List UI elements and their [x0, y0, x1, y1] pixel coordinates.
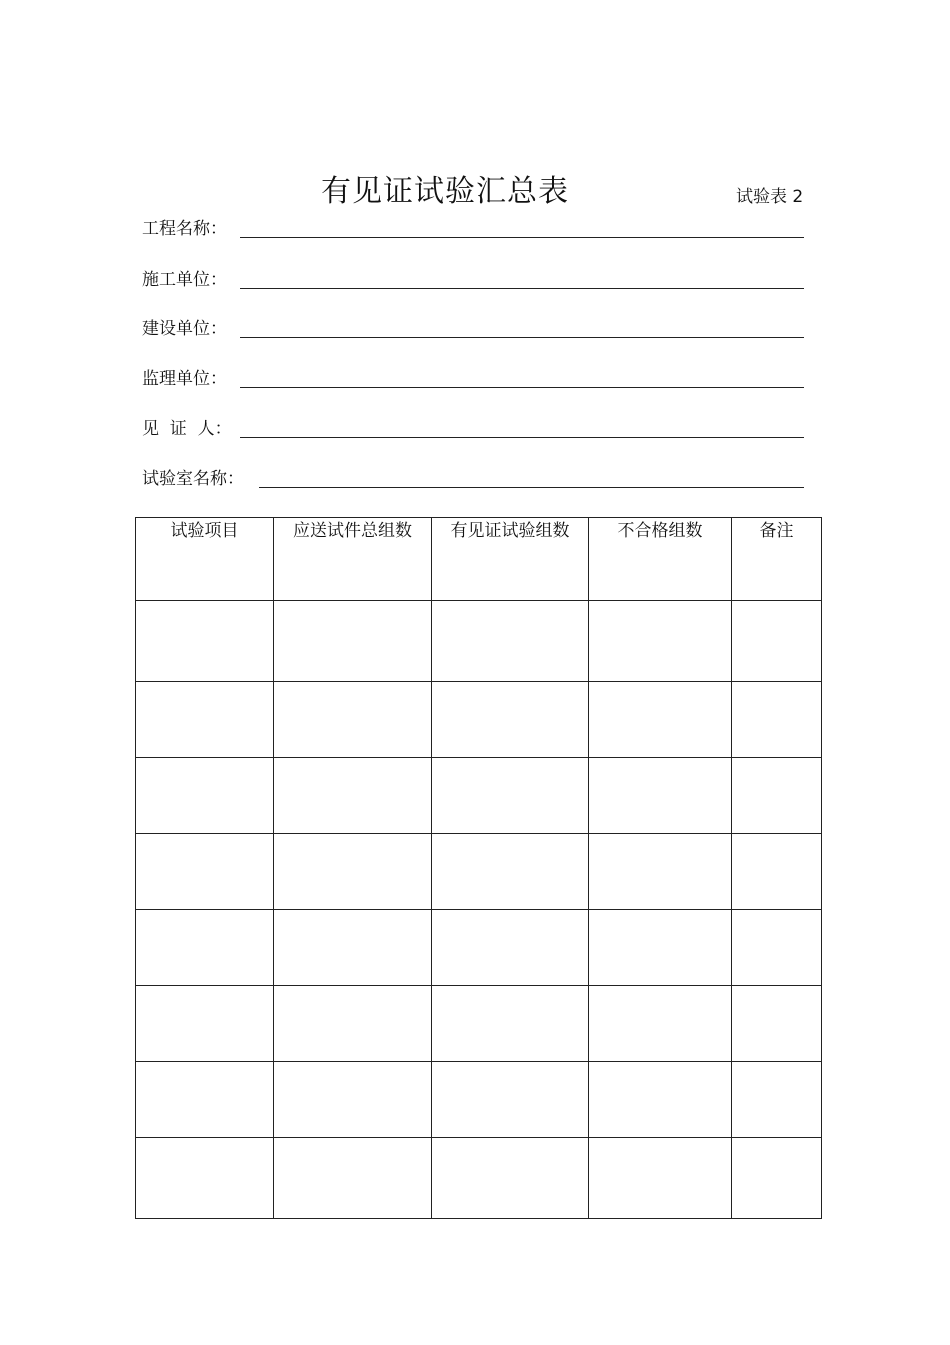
table-cell[interactable] — [589, 1138, 732, 1219]
table-cell[interactable] — [274, 834, 432, 910]
table-row — [136, 910, 822, 986]
field-label: 建设单位： — [142, 319, 227, 339]
table-cell[interactable] — [274, 682, 432, 758]
table-row — [136, 986, 822, 1062]
field-underline — [240, 237, 804, 238]
field-lab-name[interactable] — [142, 464, 804, 494]
table-cell[interactable] — [589, 682, 732, 758]
table-cell[interactable] — [732, 834, 822, 910]
column-header-test-item: 试验项目 — [136, 518, 274, 601]
field-construction-unit[interactable] — [142, 265, 804, 295]
field-underline — [240, 387, 804, 388]
table-cell[interactable] — [274, 1138, 432, 1219]
table-cell[interactable] — [274, 910, 432, 986]
table-cell[interactable] — [732, 910, 822, 986]
table-cell[interactable] — [589, 758, 732, 834]
table-cell[interactable] — [732, 1138, 822, 1219]
table-cell[interactable] — [136, 834, 274, 910]
table-cell[interactable] — [274, 758, 432, 834]
field-supervision-unit[interactable] — [142, 364, 804, 394]
field-underline — [240, 337, 804, 338]
table-cell[interactable] — [432, 986, 589, 1062]
field-project-name[interactable] — [142, 214, 804, 244]
table-cell[interactable] — [732, 758, 822, 834]
page-title: 有见证试验汇总表 — [321, 174, 569, 209]
table-row — [136, 1138, 822, 1219]
table-cell[interactable] — [732, 986, 822, 1062]
column-header-failed-groups: 不合格组数 — [589, 518, 732, 601]
table-cell[interactable] — [432, 834, 589, 910]
table-cell[interactable] — [732, 1062, 822, 1138]
table-cell[interactable] — [732, 601, 822, 682]
table-cell[interactable] — [432, 758, 589, 834]
field-underline — [240, 437, 804, 438]
table-cell[interactable] — [589, 1062, 732, 1138]
table-cell[interactable] — [432, 682, 589, 758]
table-cell[interactable] — [589, 834, 732, 910]
table-cell[interactable] — [589, 910, 732, 986]
table-cell[interactable] — [136, 986, 274, 1062]
table-cell[interactable] — [274, 986, 432, 1062]
form-number: 试验表 2 — [736, 187, 804, 207]
column-header-total-groups: 应送试件总组数 — [274, 518, 432, 601]
field-label: 工程名称： — [142, 219, 227, 239]
table-row — [136, 682, 822, 758]
table-header-row — [136, 518, 822, 601]
table-cell[interactable] — [136, 758, 274, 834]
column-header-witnessed-groups: 有见证试验组数 — [432, 518, 589, 601]
table-cell[interactable] — [274, 601, 432, 682]
table-row — [136, 601, 822, 682]
table-cell[interactable] — [589, 986, 732, 1062]
table-cell[interactable] — [274, 1062, 432, 1138]
table-cell[interactable] — [732, 682, 822, 758]
table-cell[interactable] — [432, 1138, 589, 1219]
table-cell[interactable] — [136, 1138, 274, 1219]
table-cell[interactable] — [432, 1062, 589, 1138]
field-label: 施工单位： — [142, 270, 227, 290]
summary-table — [135, 517, 822, 1219]
table-cell[interactable] — [136, 910, 274, 986]
table-row — [136, 758, 822, 834]
table-cell[interactable] — [589, 601, 732, 682]
field-witness[interactable] — [142, 414, 804, 444]
table-row — [136, 834, 822, 910]
column-header-remarks: 备注 — [732, 518, 822, 601]
field-label: 见 证 人： — [142, 419, 232, 439]
field-underline — [259, 487, 804, 488]
table-cell[interactable] — [136, 682, 274, 758]
field-label: 监理单位： — [142, 369, 227, 389]
table-cell[interactable] — [432, 601, 589, 682]
table-row — [136, 1062, 822, 1138]
table-cell[interactable] — [432, 910, 589, 986]
table-cell[interactable] — [136, 1062, 274, 1138]
field-underline — [240, 288, 804, 289]
field-owner-unit[interactable] — [142, 314, 804, 344]
table-cell[interactable] — [136, 601, 274, 682]
field-label: 试验室名称： — [142, 469, 244, 489]
